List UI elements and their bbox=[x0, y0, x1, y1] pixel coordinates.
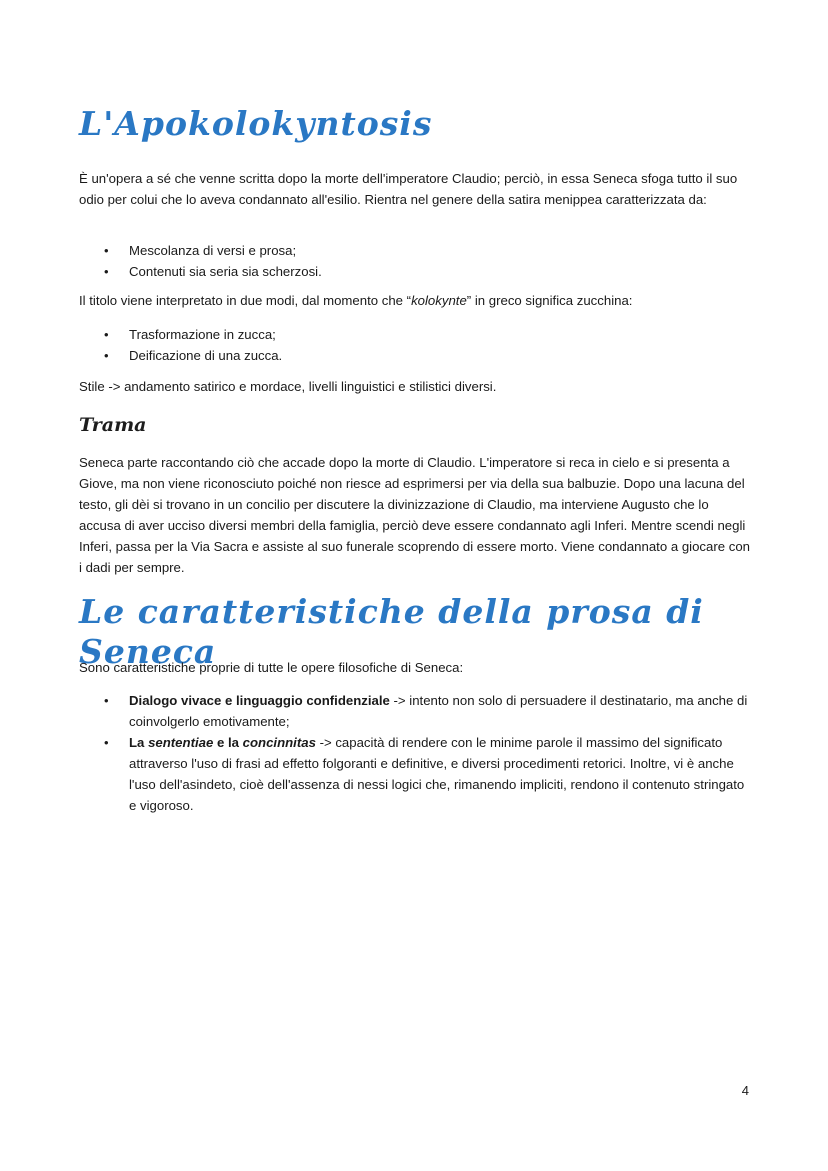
bullet-icon: • bbox=[104, 348, 109, 363]
list-item: • Dialogo vivace e linguaggio confidenziale -> intento non solo di persuadere il destinatario, ma anche di coinvolgerlo emotivamente; bbox=[79, 690, 751, 732]
subheading-trama: Trama bbox=[79, 414, 147, 436]
bullet-icon: • bbox=[104, 735, 109, 750]
section-title-apokolokyntosis: L'Apokolokyntosis bbox=[79, 104, 433, 143]
title-interpretation-paragraph: Il titolo viene interpretato in due modi, dal momento che “kolokynte” in greco significa zucchina: bbox=[79, 293, 633, 308]
prosa-intro-paragraph: Sono caratteristiche proprie di tutte le opere filosofiche di Seneca: bbox=[79, 660, 464, 675]
plot-paragraph: Seneca parte raccontando ciò che accade dopo la morte di Claudio. L'imperatore si reca in cielo e si presenta a Giove, ma non viene riconosciuto poiché non riesce ad esprimersi per via della sua balbuzie. Dopo una lacuna del testo, gli dèi si trovano in un concilio per discutere la divinizzazione di Claudio, ma interviene Augusto che lo accusa di aver ucciso diversi membri della famiglia, perciò deve essere condannato agli Inferi. Mentre scendi negli Inferi, passa per la Via Sacra e assiste al suo funerale scoprendo di essere morto. Viene condannato a giocare con i dadi per sempre. bbox=[79, 455, 751, 575]
bullet-icon: • bbox=[104, 243, 109, 258]
interpretations-list bbox=[79, 324, 751, 366]
list-item: • Mescolanza di versi e prosa; bbox=[79, 240, 751, 261]
bullet-icon: • bbox=[104, 327, 109, 342]
page-number: 4 bbox=[741, 1083, 749, 1098]
list-item: • Trasformazione in zucca; bbox=[79, 324, 751, 345]
list-item: • Contenuti sia seria sia scherzosi. bbox=[79, 261, 751, 282]
bullet-icon: • bbox=[104, 264, 109, 279]
prosa-features-list bbox=[79, 690, 751, 816]
style-paragraph: Stile -> andamento satirico e mordace, livelli linguistici e stilistici diversi. bbox=[79, 379, 497, 394]
features-list bbox=[79, 240, 751, 282]
list-item: • La sententiae e la concinnitas -> capacità di rendere con le minime parole il massimo del significato attraverso l'uso di frasi ad effetto folgoranti e definitive, e diversi procedimenti retorici. Inoltre, vi è anche l'uso dell'asindeto, cioè dell'assenza di nessi logici che, rimanendo impliciti, rendono il contenuto stringato e vigoroso. bbox=[79, 732, 751, 816]
section-title-prosa: Le caratteristiche della prosa di Seneca bbox=[79, 592, 704, 671]
intro-paragraph: È un'opera a sé che venne scritta dopo la morte dell'imperatore Claudio; perciò, in essa Seneca sfoga tutto il suo odio per colui che lo aveva condannato all'esilio. Rientra nel genere della satira menippea caratterizzata da: bbox=[79, 171, 738, 207]
bullet-icon: • bbox=[104, 693, 109, 708]
list-item: • Deificazione di una zucca. bbox=[79, 345, 751, 366]
